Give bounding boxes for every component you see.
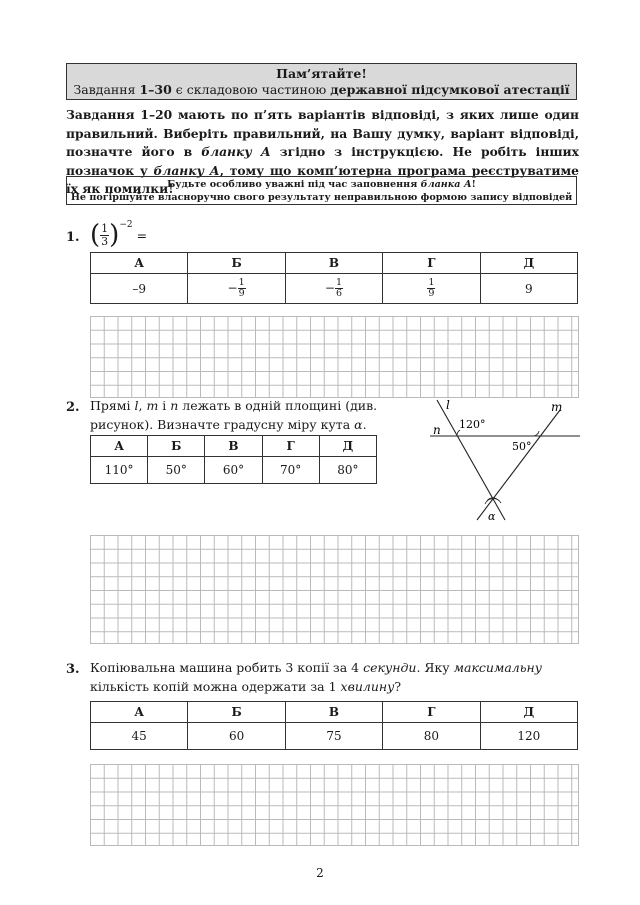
reminder-box xyxy=(66,63,577,100)
answer-value: 60° xyxy=(205,457,262,484)
answer-letter: Б xyxy=(148,436,205,457)
answer-letter: Г xyxy=(383,253,480,274)
answer-value: − $\frac{1}{9}$ xyxy=(188,274,285,304)
scratch-grid-1 xyxy=(90,316,579,398)
answer-letter: В xyxy=(205,436,262,457)
question-1-expression: ( $\frac{1}{3}$ ) $^{-2}$ = xyxy=(90,220,148,250)
warning-line-1: Будьте особливо уважні під час заповнення бланка А! xyxy=(167,179,476,190)
question-1-answer-table xyxy=(90,252,578,304)
scratch-grid-2 xyxy=(90,535,579,644)
question-2-text: Прямі l, m і n лежать в одній площині (див. рисунок). Визначте градусну міру кута α. xyxy=(90,398,378,432)
reminder-title: Пам’ятайте! xyxy=(276,66,367,81)
label-l: l xyxy=(446,398,450,412)
answer-value: 70° xyxy=(262,457,319,484)
answer-letter: Д xyxy=(480,253,577,274)
question-2-number: 2. xyxy=(66,400,80,415)
label-n: n xyxy=(433,423,441,437)
answer-letter: Б xyxy=(188,702,285,723)
question-3-answer-table xyxy=(90,701,578,750)
answer-letter: Г xyxy=(262,436,319,457)
answer-value: 120 xyxy=(480,723,577,750)
question-2-figure xyxy=(415,392,585,527)
answer-value: 110° xyxy=(91,457,148,484)
answer-value: − $\frac{1}{6}$ xyxy=(285,274,382,304)
label-m: m xyxy=(551,400,563,414)
answer-value: 50° xyxy=(148,457,205,484)
question-2-answer-table xyxy=(90,435,377,484)
label-alpha: α xyxy=(488,510,496,523)
page-number: 2 xyxy=(316,866,324,880)
answer-value: $\frac{1}{9}$ xyxy=(383,274,480,304)
answer-value: 80° xyxy=(319,457,376,484)
answer-value: 80 xyxy=(383,723,480,750)
angle-50-arc xyxy=(533,431,539,436)
answer-value: 60 xyxy=(188,723,285,750)
warning-line-2: Не погіршуйте власноручно свого результату неправильною формою запису відповідей xyxy=(70,192,573,203)
answer-letter: Г xyxy=(383,702,480,723)
line-m xyxy=(477,410,560,520)
answer-letter: Д xyxy=(319,436,376,457)
answer-letter: Д xyxy=(480,702,577,723)
label-angle-120: 120° xyxy=(459,418,486,431)
question-3-text: Копіювальна машина робить 3 копії за 4 секунди. Яку максимальну кількість копій можна одержати за 1 хвилину? xyxy=(90,660,543,694)
answer-letter: А xyxy=(91,436,148,457)
answer-letter: Б xyxy=(188,253,285,274)
instructions-paragraph: Завдання 1–20 мають по п’ять варіантів відповіді, з яких лише один правильний. Виберіть правильний, на Вашу думку, варіант відповіді, позначте його в бланку А згідно з інструкцією. Не робіть інших позначок у бланку А, тому що комп’ютерна програма реєструватиме їх як помилки! xyxy=(66,107,580,196)
answer-value: –9 xyxy=(91,274,188,304)
answer-letter: В xyxy=(285,253,382,274)
answer-value: 9 xyxy=(480,274,577,304)
question-1-number: 1. xyxy=(66,230,80,245)
answer-value: 75 xyxy=(285,723,382,750)
answer-value: 45 xyxy=(91,723,188,750)
answer-letter: А xyxy=(91,702,188,723)
answer-letter: А xyxy=(91,253,188,274)
scratch-grid-3 xyxy=(90,764,579,846)
question-3-number: 3. xyxy=(66,662,80,677)
answer-letter: В xyxy=(285,702,382,723)
warning-box xyxy=(66,176,577,205)
reminder-line: Завдання 1–30 є складовою частиною державної підсумкової атестації xyxy=(73,82,570,97)
label-angle-50: 50° xyxy=(512,440,532,453)
